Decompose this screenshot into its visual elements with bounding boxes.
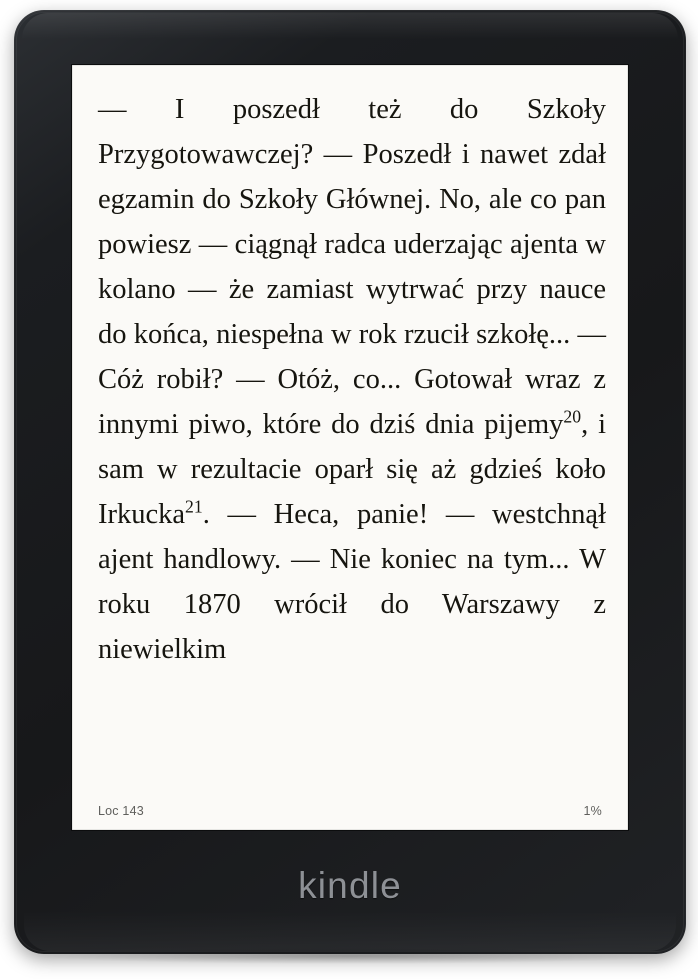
footnote-marker-21[interactable]: 21 xyxy=(185,496,203,517)
reader-status-bar xyxy=(98,800,602,822)
kindle-wordmark: kindle xyxy=(298,865,402,906)
progress-percent[interactable]: 1% xyxy=(583,804,602,818)
bezel-top-gloss xyxy=(22,13,678,39)
location-indicator[interactable]: Loc 143 xyxy=(98,804,144,818)
kindle-device xyxy=(14,10,686,954)
bezel-bottom-gloss xyxy=(24,911,676,951)
eink-screen[interactable] xyxy=(72,65,628,830)
book-page-text[interactable]: — I poszedł też do Szkoły Przygotowawczej? — Poszedł i nawet zdał egzamin do Szkoły Głównej. No, ale co pan powiesz — ciągnął radca uderzając ajenta w kolano — że zamiast wytrwać przy nauce do końca, niespełna w rok rzucił szkołę... — Cóż robił? — Otóż, co... Gotował wraz z innymi piwo, które do dziś dnia pijemy$^{20}$, i sam w rezultacie oparł się aż gdzieś koło Irkucka$^{21}$. — Heca, panie! — westchnął ajent handlowy. — Nie koniec na tym... W roku 1870 wrócił do Warszawy z niewielkim xyxy=(98,94,606,665)
footnote-marker-20[interactable]: 20 xyxy=(563,406,582,427)
